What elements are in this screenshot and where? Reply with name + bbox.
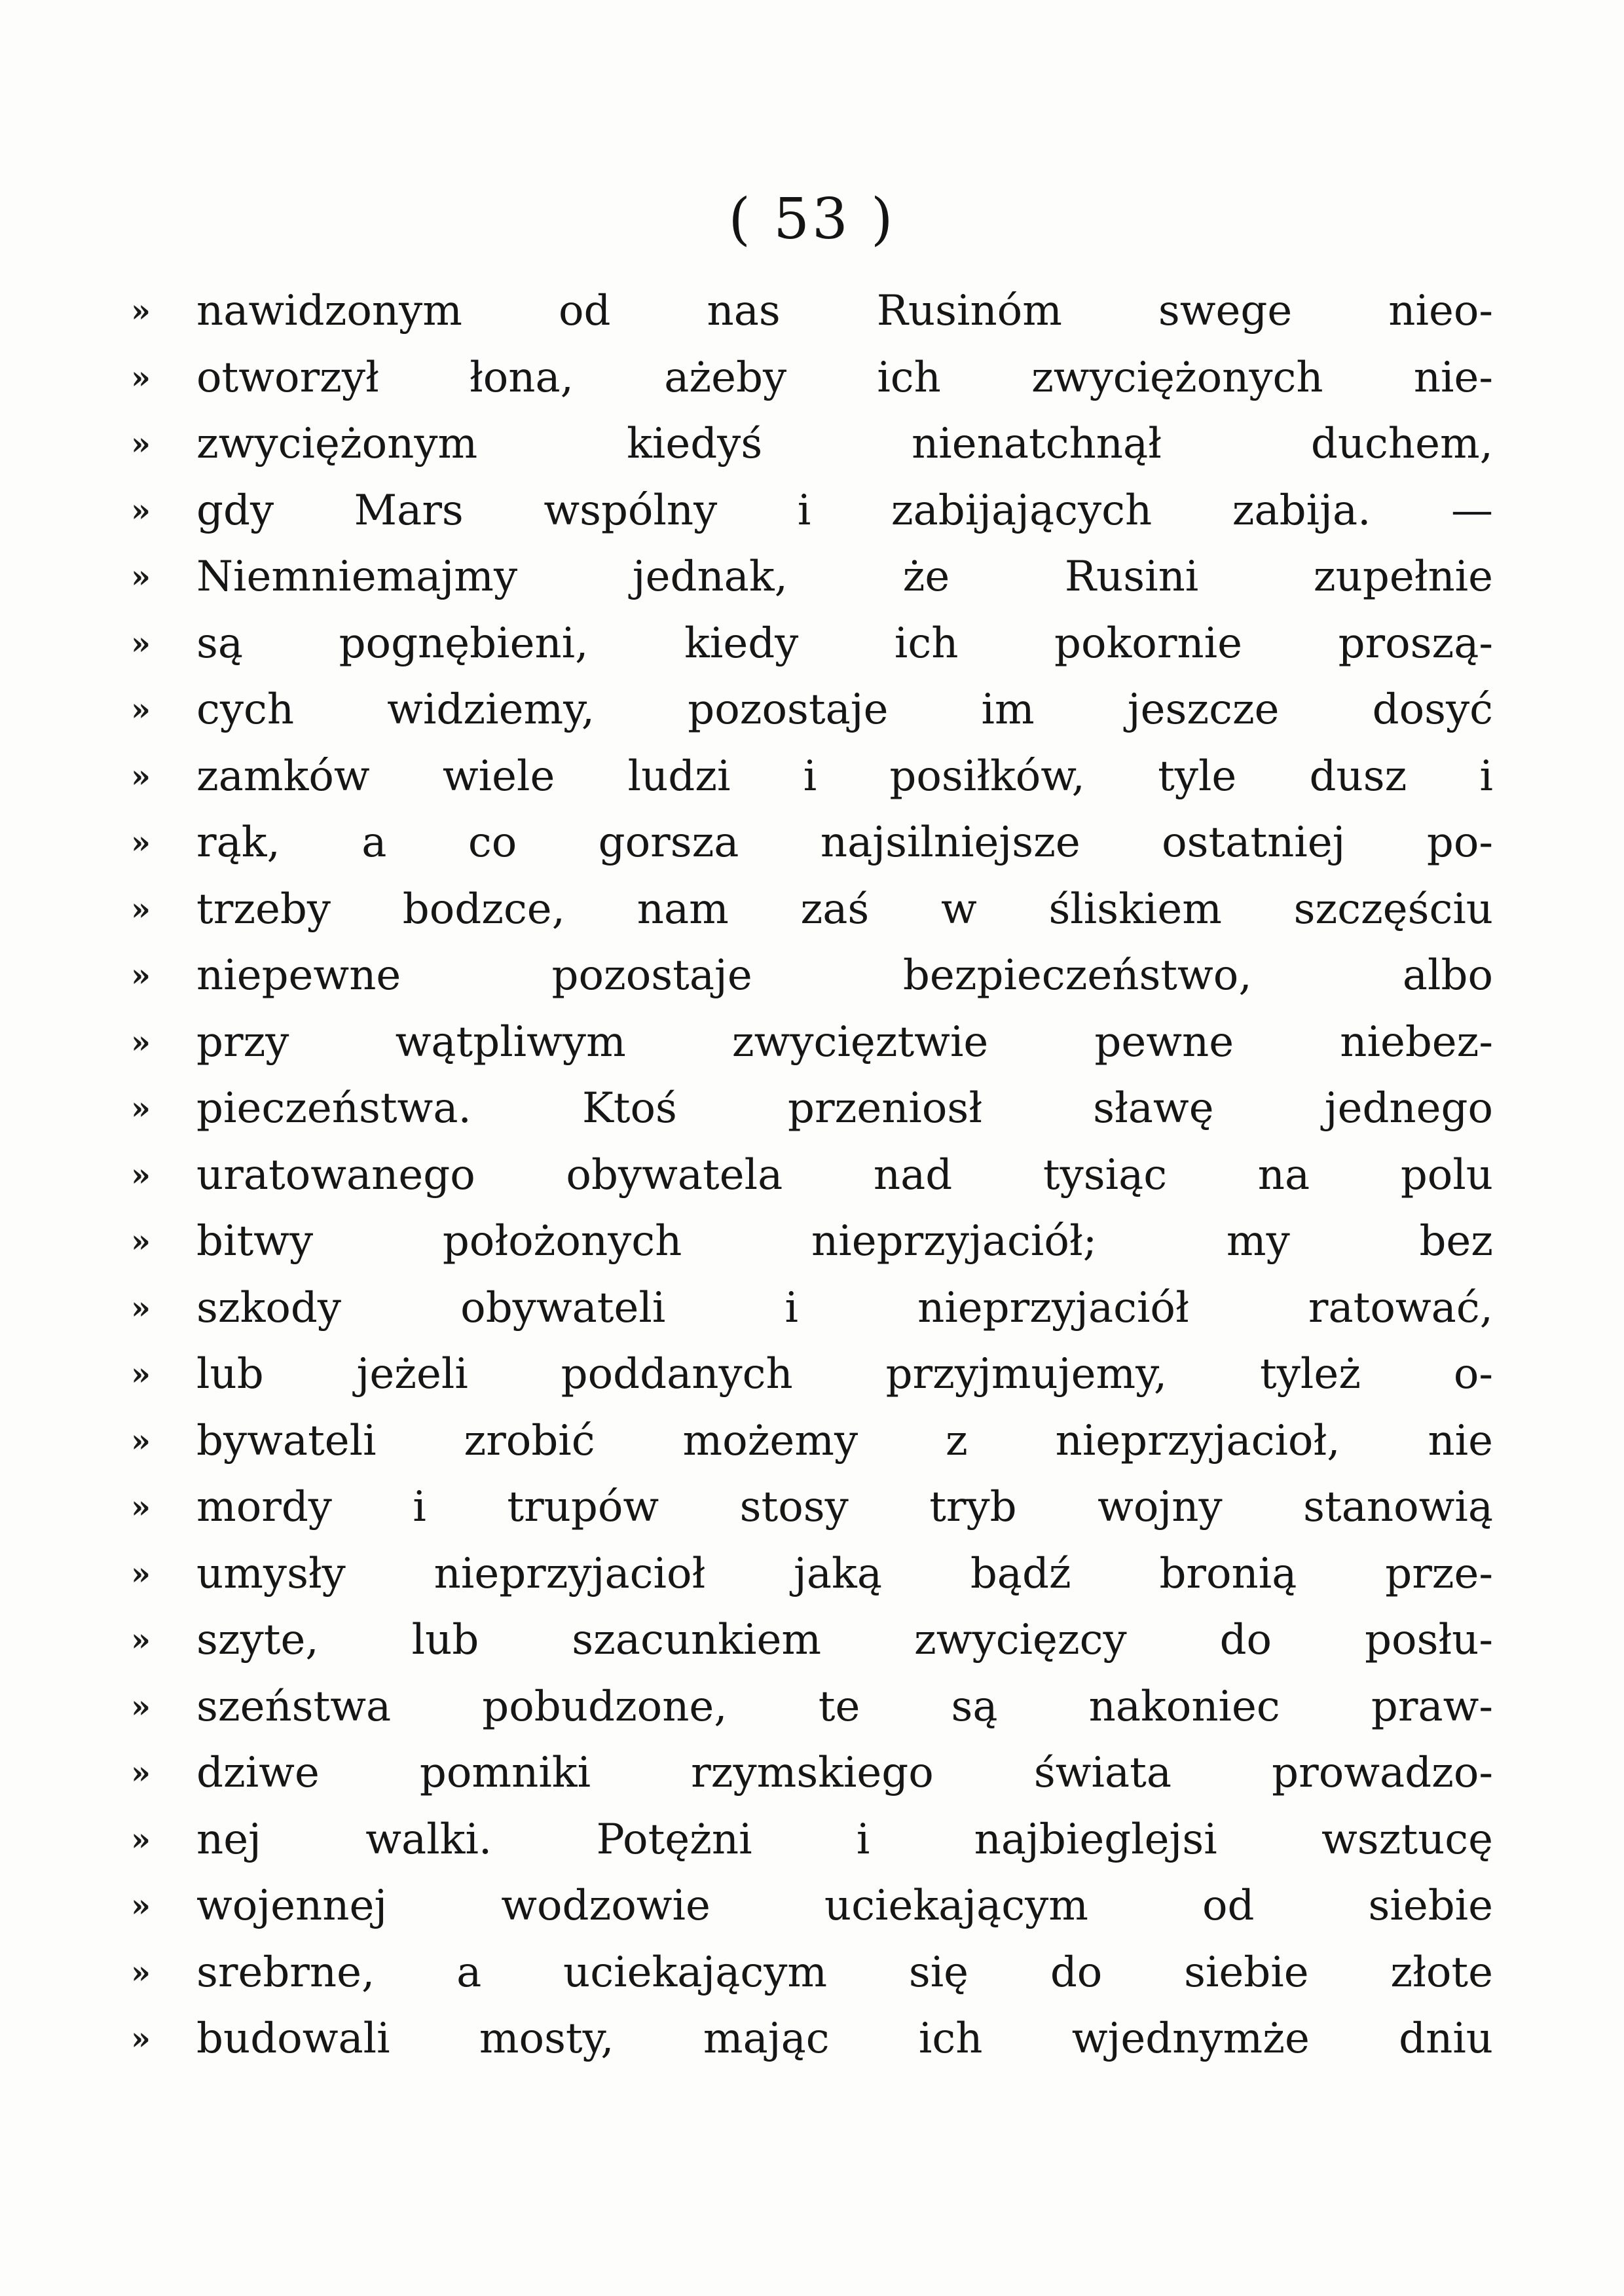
- line-text: szeństwa pobudzone, te są nakoniec praw-: [196, 1682, 1493, 1731]
- quote-marker: »: [131, 558, 151, 595]
- line-text: Niemniemajmy jednak, że Rusini zupełnie: [196, 553, 1493, 601]
- text-line: [131, 2006, 1493, 2073]
- text-line: [131, 1940, 1493, 2007]
- quote-marker: »: [131, 1887, 151, 1924]
- quote-marker: »: [131, 691, 151, 728]
- line-text: wojennej wodzowie uciekającym od siebie: [196, 1882, 1493, 1930]
- quote-marker: »: [131, 359, 151, 396]
- line-text: uratowanego obywatela nad tysiąc na polu: [196, 1150, 1493, 1199]
- quote-marker: »: [131, 625, 151, 662]
- text-line: [131, 1674, 1493, 1741]
- text-line: [131, 1010, 1493, 1076]
- line-text: szyte, lub szacunkiem zwycięzcy do posłu-: [196, 1616, 1493, 1664]
- quote-marker: »: [131, 1622, 151, 1658]
- line-text: pieczeństwa. Ktoś przeniosł sławę jednego: [196, 1084, 1493, 1133]
- quote-marker: »: [131, 1356, 151, 1393]
- quote-marker: »: [131, 824, 151, 861]
- quote-marker: »: [131, 1821, 151, 1858]
- text-line: [131, 677, 1493, 744]
- line-text: niepewne pozostaje bezpieczeństwo, albo: [196, 951, 1493, 1000]
- text-line: [131, 877, 1493, 943]
- line-text: nej walki. Potężni i najbieglejsi wsztucę: [196, 1815, 1493, 1864]
- line-text: gdy Mars wspólny i zabijających zabija. —: [196, 486, 1493, 535]
- text-line: [131, 1341, 1493, 1408]
- line-text: bywateli zrobić możemy z nieprzyjacioł, nie: [196, 1416, 1493, 1465]
- quote-marker: »: [131, 293, 151, 329]
- quote-marker: »: [131, 957, 151, 994]
- line-text: zamków wiele ludzi i posiłków, tyle dusz i: [196, 752, 1493, 801]
- text-line: [131, 744, 1493, 811]
- text-line: [131, 1807, 1493, 1874]
- line-text: dziwe pomniki rzymskiego świata prowadzo-: [196, 1749, 1493, 1797]
- line-text: bitwy położonych nieprzyjaciół; my bez: [196, 1217, 1493, 1266]
- text-line: [131, 478, 1493, 545]
- quote-marker: »: [131, 1023, 151, 1061]
- line-text: są pognębieni, kiedy ich pokornie proszą-: [196, 619, 1493, 668]
- quote-marker: »: [131, 1156, 151, 1194]
- quote-marker: »: [131, 1954, 151, 1991]
- line-text: mordy i trupów stosy tryb wojny stanowią: [196, 1483, 1493, 1531]
- quote-marker: »: [131, 1422, 151, 1459]
- body-text: [131, 278, 1493, 2073]
- line-text: lub jeżeli poddanych przyjmujemy, tyleż o-: [196, 1350, 1493, 1398]
- quote-marker: »: [131, 492, 151, 529]
- quote-marker: »: [131, 2020, 151, 2057]
- text-line: [131, 1474, 1493, 1541]
- line-text: umysły nieprzyjacioł jaką bądź bronią prze-: [196, 1549, 1493, 1598]
- text-line: [131, 1873, 1493, 1940]
- line-text: budowali mosty, mając ich wjednymże dniu: [196, 2014, 1493, 2063]
- quote-marker: »: [131, 1289, 151, 1326]
- text-line: [131, 1209, 1493, 1275]
- quote-marker: »: [131, 1555, 151, 1592]
- text-line: [131, 1142, 1493, 1209]
- quote-marker: »: [131, 890, 151, 928]
- line-text: szkody obywateli i nieprzyjaciół ratować,: [196, 1283, 1493, 1332]
- quote-marker: »: [131, 1489, 151, 1525]
- quote-marker: »: [131, 1223, 151, 1260]
- line-text: otworzył łona, ażeby ich zwyciężonych nie-: [196, 353, 1493, 402]
- line-text: trzeby bodzce, nam zaś w śliskiem szczęściu: [196, 884, 1493, 934]
- line-text: zwyciężonym kiedyś nienatchnął duchem,: [196, 420, 1493, 468]
- quote-marker: »: [131, 1755, 151, 1791]
- line-text: rąk, a co gorsza najsilniejsze ostatniej po-: [196, 818, 1493, 867]
- quote-marker: »: [131, 757, 151, 795]
- text-line: [131, 1275, 1493, 1342]
- text-line: [131, 278, 1493, 345]
- text-line: [131, 1076, 1493, 1142]
- text-line: [131, 411, 1493, 478]
- page-number: ( 53 ): [728, 187, 896, 252]
- quote-marker: »: [131, 1688, 151, 1725]
- text-line: [131, 1541, 1493, 1608]
- line-text: nawidzonym od nas Rusinóm swege nieo-: [196, 287, 1493, 335]
- line-text: cych widziemy, pozostaje im jeszcze dosyć: [196, 685, 1493, 734]
- text-line: [131, 810, 1493, 877]
- text-line: [131, 345, 1493, 412]
- text-line: [131, 544, 1493, 611]
- quote-marker: »: [131, 426, 151, 462]
- text-line: [131, 943, 1493, 1010]
- text-line: [131, 1408, 1493, 1475]
- line-text: przy wątpliwym zwycięztwie pewne niebez-: [196, 1017, 1493, 1066]
- quote-marker: »: [131, 1090, 151, 1127]
- text-line: [131, 611, 1493, 678]
- text-line: [131, 1607, 1493, 1674]
- text-line: [131, 1740, 1493, 1807]
- line-text: srebrne, a uciekającym się do siebie złote: [196, 1948, 1493, 1997]
